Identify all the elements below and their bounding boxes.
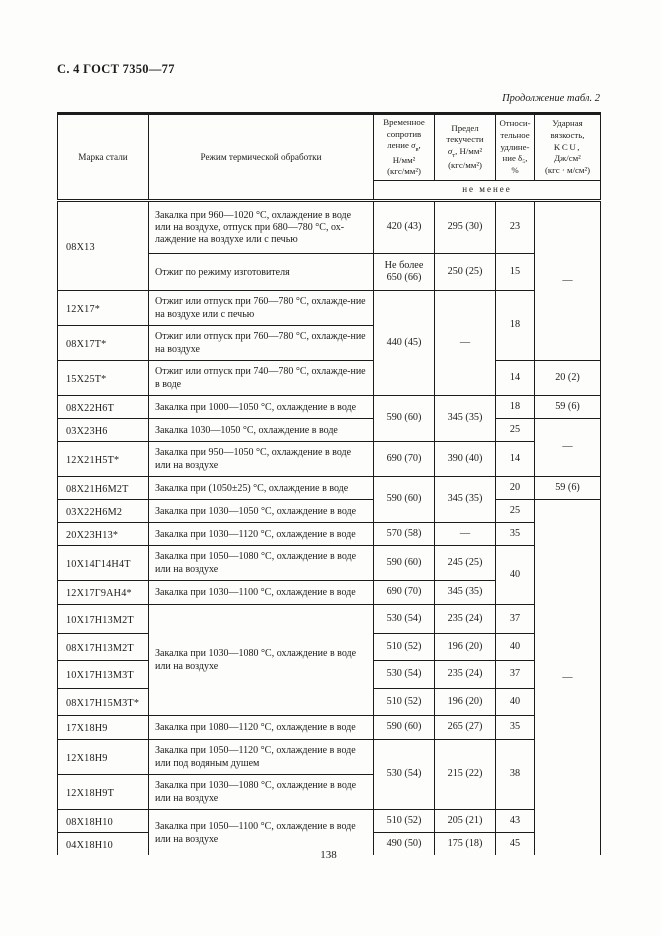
column-header-yield: [435, 114, 496, 181]
table-header-row: [58, 114, 601, 181]
table-row: [58, 809, 601, 832]
table-row: [58, 604, 601, 633]
grade-cell: 12Х18Н9Т: [58, 774, 149, 809]
regime-cell: Отжиг по режиму изготовителя: [149, 253, 374, 290]
elongation-cell: 25: [496, 418, 535, 441]
tensile-cell: 440 (45): [374, 290, 435, 395]
tensile-cell: 590 (60): [374, 545, 435, 580]
regime-cell: Закалка при 950—1050 °С, охлаждение в воде или на воздухе: [149, 441, 374, 476]
regime-cell: Закалка 1030—1050 °С, охлаждение в воде: [149, 418, 374, 441]
header-line: удлине-: [500, 141, 530, 152]
header-line: вязкость,: [550, 129, 585, 140]
tensile-cell: 590 (60): [374, 395, 435, 441]
impact-cell: 59 (6): [535, 395, 601, 418]
column-header-tensile: [374, 114, 435, 181]
header-line: KCU,: [553, 141, 582, 152]
header-line: $\sigma_т$, Н/мм²: [447, 146, 483, 159]
tensile-cell: 510 (52): [374, 809, 435, 832]
column-header-impact: [535, 114, 601, 181]
steel-properties-table: [57, 112, 601, 855]
tensile-cell: 510 (52): [374, 688, 435, 715]
table-continuation-note: Продолжение табл. 2: [502, 93, 600, 104]
grade-cell: 20Х23Н13*: [58, 522, 149, 545]
tensile-cell: 590 (60): [374, 476, 435, 522]
elongation-cell: 18: [496, 395, 535, 418]
table-row: [58, 360, 601, 395]
elongation-cell: 37: [496, 660, 535, 688]
table-row: [58, 395, 601, 418]
yield-cell: 345 (35): [435, 580, 496, 604]
table-row: [58, 522, 601, 545]
elongation-cell: 38: [496, 739, 535, 809]
elongation-cell: 18: [496, 290, 535, 360]
regime-cell: Отжиг или отпуск при 760—780 °С, охлажде-ние на воздухе или с печью: [149, 290, 374, 325]
impact-cell: —: [535, 418, 601, 476]
table-row: [58, 545, 601, 580]
header-line: Относи-: [499, 118, 531, 129]
impact-cell: —: [535, 200, 601, 360]
impact-cell: 59 (6): [535, 476, 601, 499]
regime-cell: Закалка при 1050—1120 °С, охлаждение в воде или под водяным душем: [149, 739, 374, 774]
yield-cell: 235 (24): [435, 660, 496, 688]
regime-cell: Закалка при 1030—1080 °С, охлаждение в воде или на воздухе: [149, 774, 374, 809]
header-line: сопротив: [386, 128, 422, 139]
grade-cell: 08Х17Н13М2Т: [58, 633, 149, 660]
header-line: (кгс · м/см²): [544, 164, 591, 175]
column-header-grade: Марка стали: [58, 114, 149, 201]
tensile-cell: 420 (43): [374, 200, 435, 253]
elongation-cell: 43: [496, 809, 535, 832]
table-row: [58, 290, 601, 325]
yield-cell: —: [435, 522, 496, 545]
page-number: 138: [320, 849, 337, 861]
tensile-cell: 490 (50): [374, 832, 435, 855]
table-row: [58, 739, 601, 774]
tensile-cell: 530 (54): [374, 660, 435, 688]
impact-cell: —: [535, 499, 601, 855]
header-line: (кгс/мм²): [387, 166, 421, 177]
yield-cell: 196 (20): [435, 688, 496, 715]
table-row: [58, 418, 601, 441]
regime-cell: Закалка при (1050±25) °С, охлаждение в воде: [149, 476, 374, 499]
tensile-cell: 590 (60): [374, 715, 435, 739]
yield-cell: 175 (18): [435, 832, 496, 855]
yield-cell: 390 (40): [435, 441, 496, 476]
grade-cell: 08Х22Н6Т: [58, 395, 149, 418]
regime-cell: Закалка при 1030—1080 °С, охлаждение в воде или на воздухе: [149, 604, 374, 715]
yield-cell: 235 (24): [435, 604, 496, 633]
yield-cell: 345 (35): [435, 476, 496, 522]
regime-cell: Закалка при 1080—1120 °С, охлаждение в воде: [149, 715, 374, 739]
grade-cell: 12Х17Г9АН4*: [58, 580, 149, 604]
tensile-cell: Не более 650 (66): [374, 253, 435, 290]
grade-cell: 12Х18Н9: [58, 739, 149, 774]
header-line: Н/мм²: [392, 154, 416, 165]
grade-cell: 08Х21Н6М2Т: [58, 476, 149, 499]
elongation-cell: 20: [496, 476, 535, 499]
regime-cell: Закалка при 1050—1080 °С, охлаждение в воде или на воздухе: [149, 545, 374, 580]
not-less-than-label: не менее: [374, 180, 601, 200]
grade-cell: 03Х22Н6М2: [58, 499, 149, 522]
tensile-cell: 530 (54): [374, 604, 435, 633]
regime-cell: Отжиг или отпуск при 740—780 °С, охлажде-ние в воде: [149, 360, 374, 395]
table-row: [58, 441, 601, 476]
header-line: ление $\sigma_в$,: [387, 140, 421, 153]
elongation-cell: 35: [496, 522, 535, 545]
header-line: Ударная: [552, 118, 583, 129]
header-line: %: [511, 164, 519, 175]
regime-cell: Закалка при 1030—1120 °С, охлаждение в воде: [149, 522, 374, 545]
grade-cell: 08Х18Н10: [58, 809, 149, 832]
yield-cell: 265 (27): [435, 715, 496, 739]
regime-cell: Закалка при 960—1020 °С, охлаждение в воде или на воздухе, отпуск при 680—780 °С, ох-лаждение на воздухе или с печью: [149, 200, 374, 253]
elongation-cell: 25: [496, 499, 535, 522]
yield-cell: 196 (20): [435, 633, 496, 660]
elongation-cell: 14: [496, 441, 535, 476]
header-line: ние δ₅,: [502, 153, 528, 164]
elongation-cell: 40: [496, 633, 535, 660]
tensile-cell: 570 (58): [374, 522, 435, 545]
elongation-cell: 37: [496, 604, 535, 633]
header-line: Временное: [383, 117, 425, 127]
elongation-cell: 23: [496, 200, 535, 253]
elongation-cell: 35: [496, 715, 535, 739]
table-row: [58, 715, 601, 739]
page-title: С. 4 ГОСТ 7350—77: [57, 62, 175, 76]
regime-cell: Закалка при 1030—1050 °С, охлаждение в воде: [149, 499, 374, 522]
elongation-cell: 14: [496, 360, 535, 395]
yield-cell: 205 (21): [435, 809, 496, 832]
grade-cell: 03Х23Н6: [58, 418, 149, 441]
table-row: [58, 499, 601, 522]
impact-cell: 20 (2): [535, 360, 601, 395]
grade-cell: 10Х17Н13М2Т: [58, 604, 149, 633]
grade-cell: 08Х13: [58, 200, 149, 290]
grade-cell: 12Х21Н5Т*: [58, 441, 149, 476]
table-row: [58, 200, 601, 253]
regime-cell: Закалка при 1050—1100 °С, охлаждение в воде или на воздухе: [149, 809, 374, 855]
table-row: [58, 476, 601, 499]
yield-cell: —: [435, 290, 496, 395]
header-line: (кгс/мм²): [448, 160, 482, 171]
grade-cell: 10Х17Н13М3Т: [58, 660, 149, 688]
yield-cell: 245 (25): [435, 545, 496, 580]
grade-cell: 08Х17Н15М3Т*: [58, 688, 149, 715]
grade-cell: 12Х17*: [58, 290, 149, 325]
grade-cell: 17Х18Н9: [58, 715, 149, 739]
grade-cell: 04Х18Н10: [58, 832, 149, 855]
elongation-cell: 15: [496, 253, 535, 290]
grade-cell: 15Х25Т*: [58, 360, 149, 395]
yield-cell: 250 (25): [435, 253, 496, 290]
tensile-cell: 510 (52): [374, 633, 435, 660]
regime-cell: Закалка при 1000—1050 °С, охлаждение в воде: [149, 395, 374, 418]
column-header-elongation: [496, 114, 535, 181]
header-line: тельное: [500, 129, 530, 140]
header-line: текучести: [446, 134, 484, 145]
tensile-cell: 690 (70): [374, 441, 435, 476]
yield-cell: 215 (22): [435, 739, 496, 809]
regime-cell: Закалка при 1030—1100 °С, охлаждение в воде: [149, 580, 374, 604]
grade-cell: 10Х14Г14Н4Т: [58, 545, 149, 580]
column-header-regime: Режим термической обработки: [149, 114, 374, 201]
tensile-cell: 530 (54): [374, 739, 435, 809]
tensile-cell: 690 (70): [374, 580, 435, 604]
header-line: Дж/см²: [554, 153, 581, 164]
elongation-cell: 40: [496, 688, 535, 715]
header-line: Предел: [451, 122, 479, 133]
regime-cell: Отжиг или отпуск при 760—780 °С, охлажде-ние на воздухе: [149, 325, 374, 360]
yield-cell: 345 (35): [435, 395, 496, 441]
grade-cell: 08Х17Т*: [58, 325, 149, 360]
yield-cell: 295 (30): [435, 200, 496, 253]
elongation-cell: 40: [496, 545, 535, 604]
elongation-cell: 45: [496, 832, 535, 855]
